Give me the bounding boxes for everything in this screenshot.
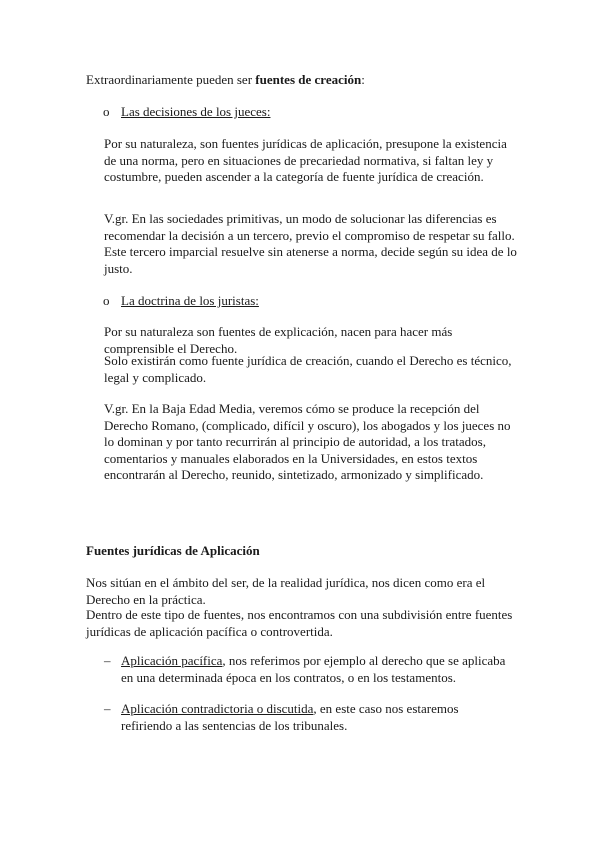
intro-text: Extraordinariamente pueden ser [86,72,256,87]
intro-tail: : [361,72,365,87]
section1-paragraph-2: V.gr. En las sociedades primitivas, un modo de solucionar las diferencias es recomendar la decisión a un tercero, previo el compromiso de respetar su fallo. Este tercero imparcial resuelve sin atenerse a norma, decide según su idea de lo justo. [104,211,517,276]
section1-heading: Las decisiones de los jueces: [121,104,271,119]
aplicacion-title: Fuentes jurídicas de Aplicación [86,543,260,558]
intro-paragraph [86,72,526,89]
section2-heading: La doctrina de los juristas: [121,293,259,308]
list-item-text: , nos referimos por ejemplo al derecho que se aplicaba en una determinada época en los contratos, o en los testamentos. [121,653,506,685]
list-item-text: , en este caso nos estaremos refiriendo a las sentencias de los tribunales. [121,701,459,733]
section1-paragraph-1: Por su naturaleza, son fuentes jurídicas de aplicación, presupone la existencia de una norma, pero en situaciones de precariedad normativa, si faltan ley y costumbre, pueden ascender a la categoría de fuente jurídica de creación. [104,136,507,184]
section2-paragraph-1: Por su naturaleza son fuentes de explicación, nacen para hacer más comprensible el Derecho. [104,324,453,356]
section2-paragraph-3: V.gr. En la Baja Edad Media, veremos cómo se produce la recepción del Derecho Romano, (complicado, difícil y oscuro), los abogados y los jueces no lo dominan y por tanto recurrirán al principio de autoridad, a los tratados, comentarios y manuales elaborados en la Universidades, en estos textos encontrarán al Derecho, reunido, sintetizado, armonizado y simplificado. [104,401,511,482]
section2-bullet: o [103,293,110,308]
section2-paragraph-2: Solo existirán como fuente jurídica de creación, cuando el Derecho es técnico, legal y complicado. [104,353,512,385]
section1-bullet: o [103,104,110,119]
list-bullet: – [104,701,111,716]
list-item [121,653,511,686]
aplicacion-paragraph-2: Dentro de este tipo de fuentes, nos encontramos con una subdivisión entre fuentes jurídicas de aplicación pacífica o controvertida. [86,607,513,639]
aplicacion-paragraph-1: Nos sitúan en el ámbito del ser, de la realidad jurídica, nos dicen como era el Derecho en la práctica. [86,575,486,607]
list-bullet: – [104,653,111,668]
list-item-label: Aplicación contradictoria o discutida [121,701,314,716]
list-item [121,701,511,734]
intro-bold-term: fuentes de creación [255,72,362,87]
list-item-label: Aplicación pacífica [121,653,223,668]
